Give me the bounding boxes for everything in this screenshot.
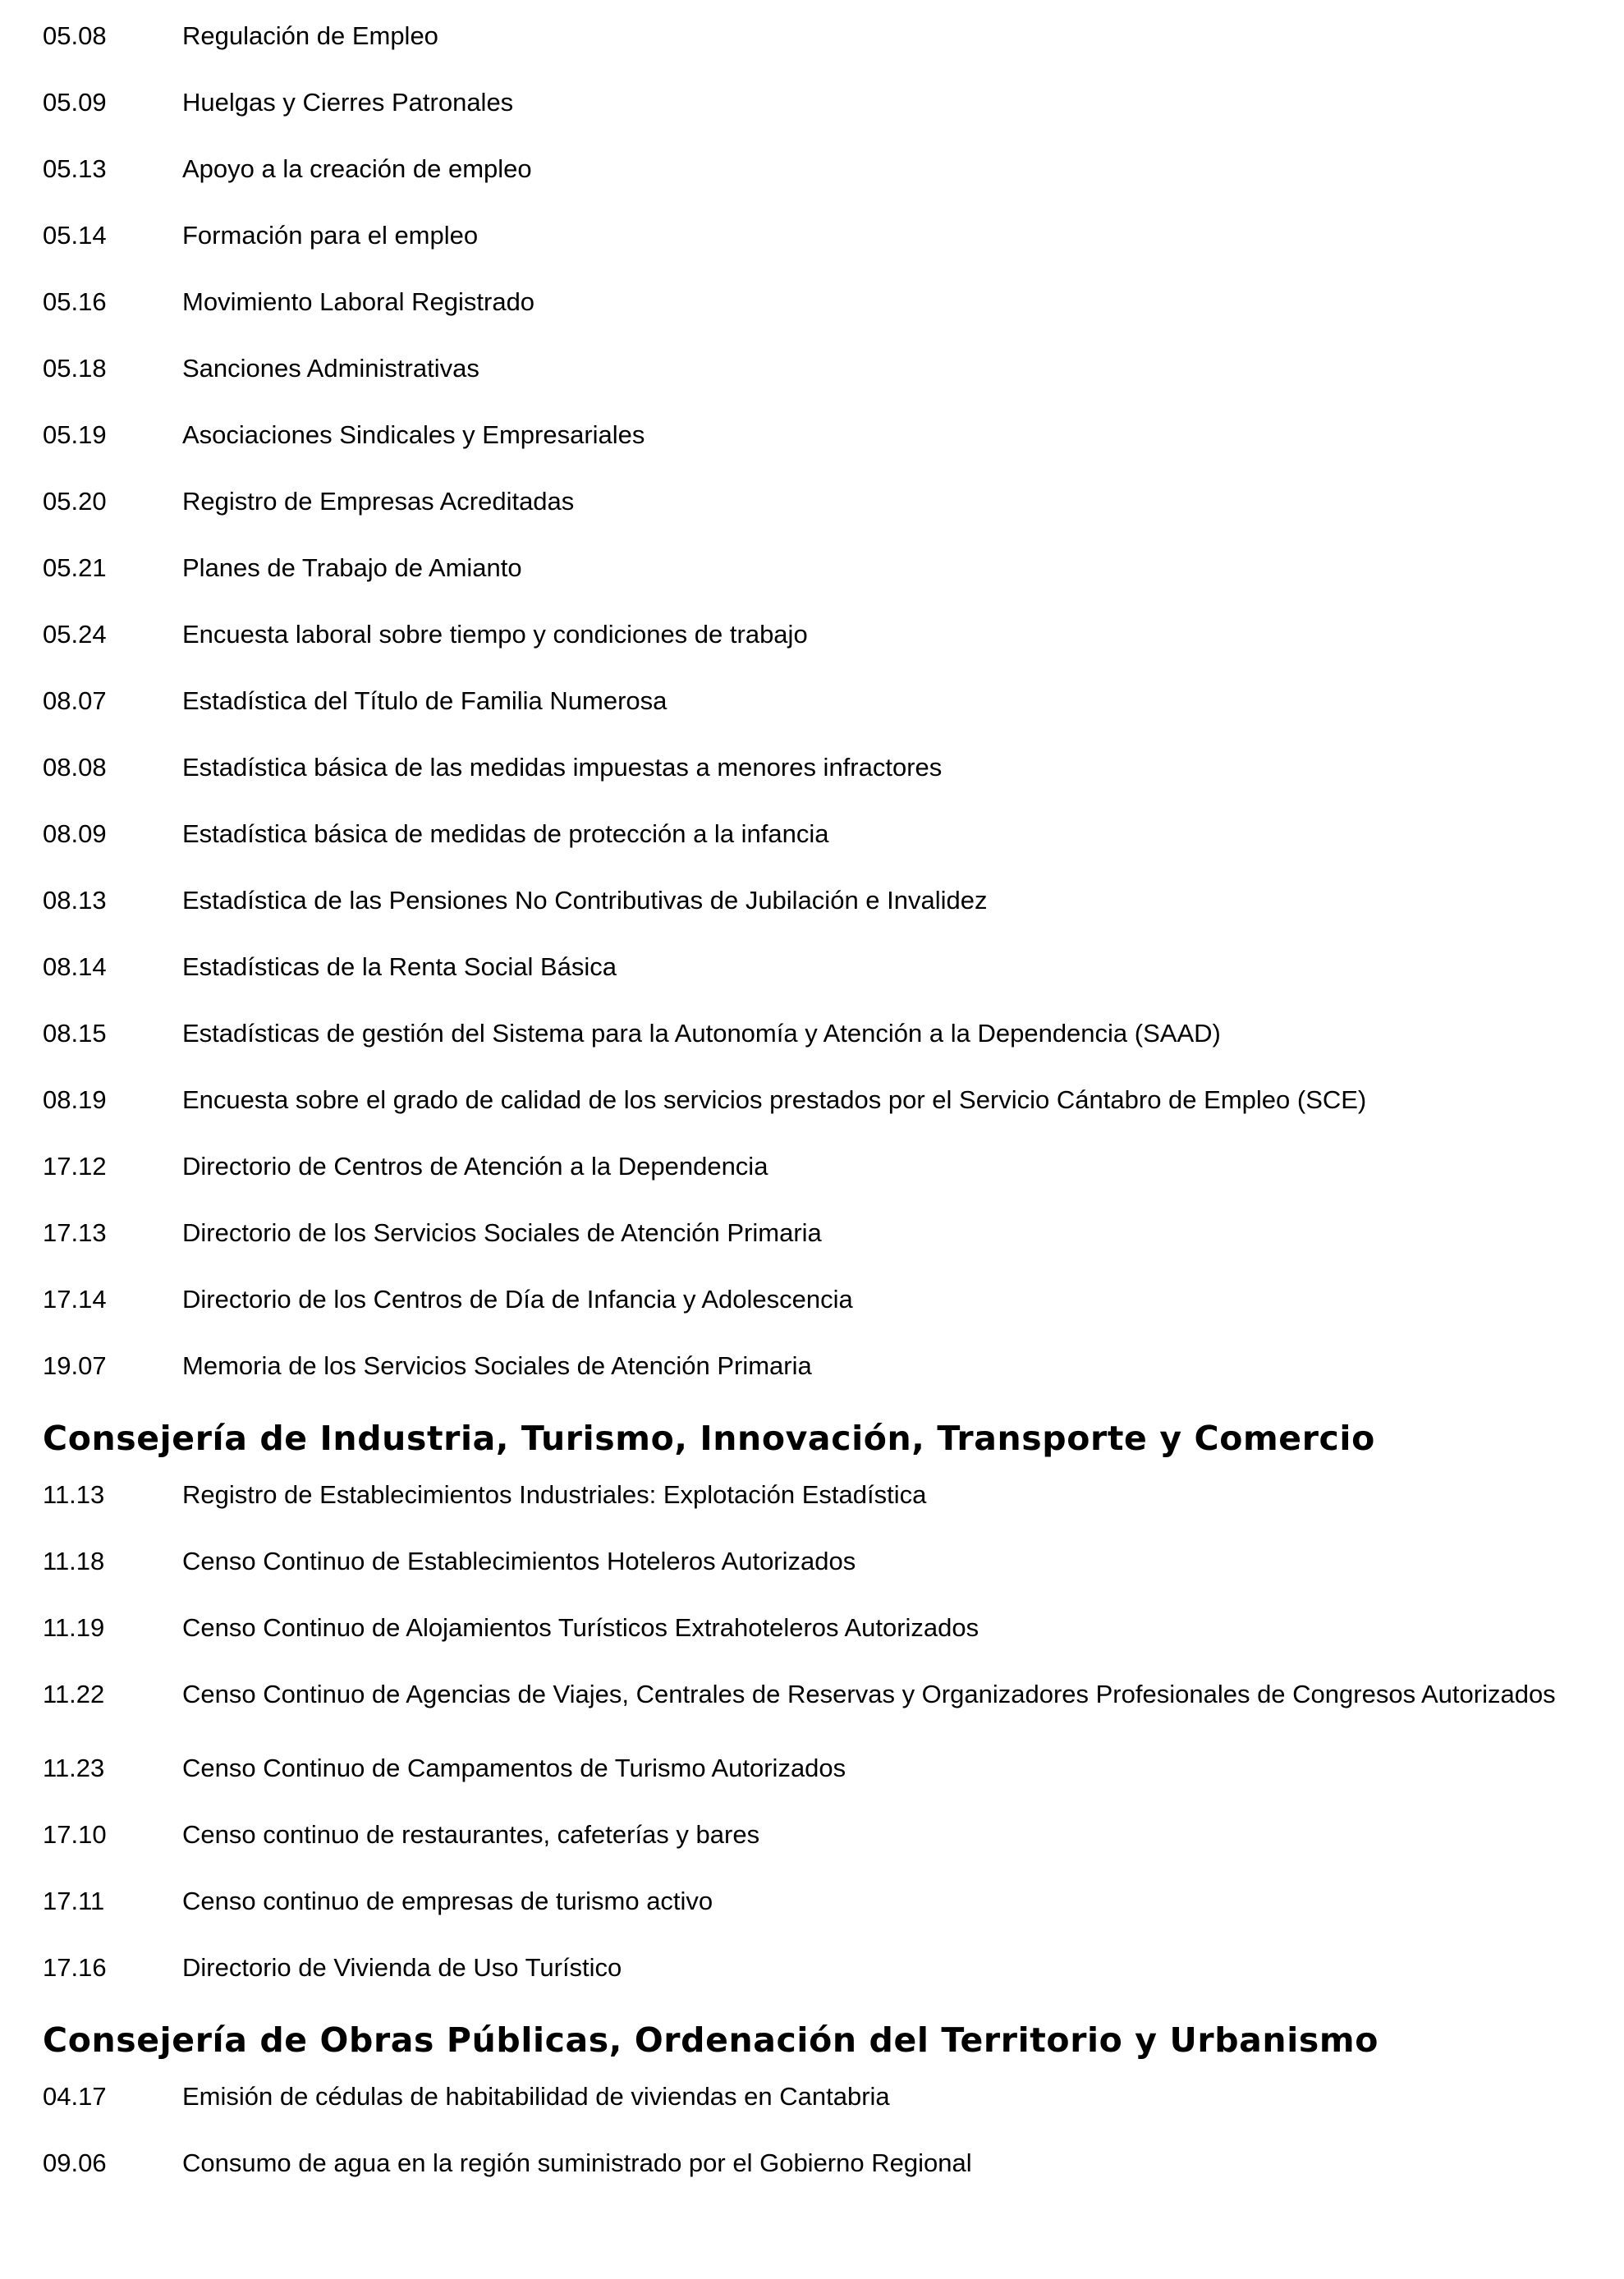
item-label: Apoyo a la creación de empleo: [182, 154, 532, 183]
item-label: Censo continuo de empresas de turismo activo: [182, 1887, 713, 1915]
list-item: [0, 346, 1624, 392]
list-item: [0, 1472, 1624, 1518]
item-code: 11.18: [43, 1547, 105, 1575]
list-item: [0, 213, 1624, 259]
item-code: 05.24: [43, 620, 107, 649]
list-item: [0, 1144, 1624, 1190]
item-label: Estadística del Título de Familia Numerosa: [182, 686, 667, 715]
item-label: Planes de Trabajo de Amianto: [182, 553, 522, 582]
list-item: [0, 1878, 1624, 1924]
item-label: Registro de Empresas Acreditadas: [182, 487, 575, 516]
item-label: Regulación de Empleo: [182, 21, 438, 50]
item-code: 05.09: [43, 88, 107, 117]
item-code: 17.16: [43, 1953, 107, 1982]
item-code: 08.13: [43, 886, 107, 915]
item-code: 17.10: [43, 1820, 107, 1849]
item-label: Sanciones Administrativas: [182, 354, 479, 383]
item-label: Censo Continuo de Agencias de Viajes, Centrales de Reservas y Organizadores Profesionales de Congresos Autorizados: [182, 1680, 1556, 1708]
item-code: 05.16: [43, 287, 107, 316]
list-item: [0, 13, 1624, 59]
list-item: [0, 2074, 1624, 2120]
item-code: 17.13: [43, 1218, 107, 1247]
item-code: 17.12: [43, 1152, 107, 1181]
item-code: 09.06: [43, 2148, 107, 2177]
list-item: [0, 146, 1624, 192]
list-item: [0, 1538, 1624, 1584]
item-code: 11.23: [43, 1754, 105, 1782]
item-label: Directorio de Centros de Atención a la Dependencia: [182, 1152, 768, 1181]
list-item: [0, 279, 1624, 325]
list-item: [0, 1812, 1624, 1858]
item-label: Directorio de los Servicios Sociales de Atención Primaria: [182, 1218, 822, 1247]
list-item: [0, 1671, 1624, 1717]
item-label: Directorio de Vivienda de Uso Turístico: [182, 1953, 622, 1982]
item-code: 17.11: [43, 1887, 105, 1915]
item-code: 19.07: [43, 1351, 107, 1380]
item-code: 08.07: [43, 686, 107, 715]
item-label: Estadística de las Pensiones No Contributivas de Jubilación e Invalidez: [182, 886, 988, 915]
list-item: [0, 1343, 1624, 1389]
item-label: Encuesta laboral sobre tiempo y condiciones de trabajo: [182, 620, 808, 649]
list-item: [0, 678, 1624, 724]
list-item: [0, 1945, 1624, 1991]
item-code: 11.22: [43, 1680, 105, 1708]
item-code: 05.18: [43, 354, 107, 383]
item-label: Asociaciones Sindicales y Empresariales: [182, 420, 645, 449]
item-label: Formación para el empleo: [182, 221, 479, 250]
item-code: 04.17: [43, 2082, 107, 2111]
item-code: 08.09: [43, 819, 107, 848]
item-code: 08.14: [43, 952, 107, 981]
item-label: Estadísticas de la Renta Social Básica: [182, 952, 617, 981]
item-code: 05.08: [43, 21, 107, 50]
list-item: [0, 1011, 1624, 1057]
item-code: 17.14: [43, 1285, 107, 1314]
item-label: Estadística básica de medidas de protección a la infancia: [182, 819, 829, 848]
list-item: [0, 1745, 1624, 1791]
item-code: 08.08: [43, 753, 107, 782]
item-label: Censo Continuo de Alojamientos Turísticos Extrahoteleros Autorizados: [182, 1613, 979, 1642]
item-label: Directorio de los Centros de Día de Infancia y Adolescencia: [182, 1285, 853, 1314]
list-item: [0, 1277, 1624, 1323]
list-item: [0, 80, 1624, 126]
item-code: 08.15: [43, 1019, 107, 1048]
list-item: [0, 545, 1624, 591]
list-item: [0, 2140, 1624, 2186]
list-item: [0, 412, 1624, 458]
item-label: Memoria de los Servicios Sociales de Atención Primaria: [182, 1351, 812, 1380]
list-item: [0, 811, 1624, 857]
item-code: 05.13: [43, 154, 107, 183]
item-label: Censo Continuo de Campamentos de Turismo Autorizados: [182, 1754, 846, 1782]
list-item: [0, 878, 1624, 924]
item-code: 11.19: [43, 1613, 105, 1642]
item-code: 11.13: [43, 1480, 105, 1509]
item-code: 08.19: [43, 1085, 107, 1114]
item-label: Estadística básica de las medidas impuestas a menores infractores: [182, 753, 943, 782]
item-label: Censo Continuo de Establecimientos Hoteleros Autorizados: [182, 1547, 856, 1575]
item-label: Movimiento Laboral Registrado: [182, 287, 535, 316]
item-label: Consumo de agua en la región suministrado por el Gobierno Regional: [182, 2148, 972, 2177]
list-item: [0, 944, 1624, 990]
item-code: 05.21: [43, 553, 107, 582]
item-label: Registro de Establecimientos Industriales: Explotación Estadística: [182, 1480, 927, 1509]
item-label: Emisión de cédulas de habitabilidad de viviendas en Cantabria: [182, 2082, 890, 2111]
item-label: Censo continuo de restaurantes, cafeterías y bares: [182, 1820, 760, 1849]
item-label: Encuesta sobre el grado de calidad de los servicios prestados por el Servicio Cántabro de Empleo (SCE): [182, 1085, 1367, 1114]
item-label: Huelgas y Cierres Patronales: [182, 88, 514, 117]
section-heading: Consejería de Obras Públicas, Ordenación del Territorio y Urbanismo: [43, 2020, 1379, 2060]
item-label: Estadísticas de gestión del Sistema para la Autonomía y Atención a la Dependencia (SAAD): [182, 1019, 1221, 1048]
list-item: [0, 745, 1624, 791]
item-code: 05.14: [43, 221, 107, 250]
list-item: [0, 1210, 1624, 1256]
list-item: [0, 612, 1624, 658]
list-item: [0, 1077, 1624, 1123]
item-code: 05.20: [43, 487, 107, 516]
list-item: [0, 1605, 1624, 1651]
list-item: [0, 479, 1624, 525]
section-heading: Consejería de Industria, Turismo, Innovación, Transporte y Comercio: [43, 1419, 1375, 1458]
item-code: 05.19: [43, 420, 107, 449]
